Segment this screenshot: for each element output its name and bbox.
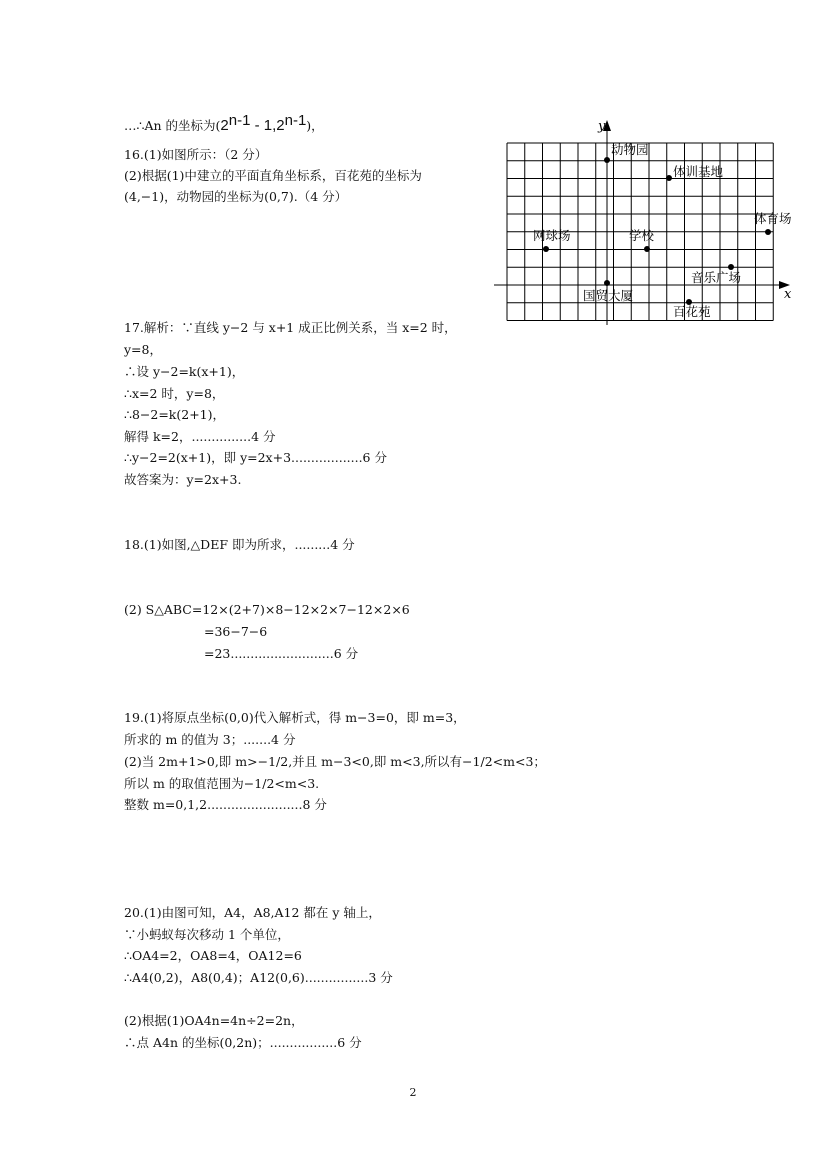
place-trade-center <box>583 280 634 303</box>
q19-line-5: 整数 m=0,1,2........................8 分 <box>124 797 327 812</box>
place-baihuayuan <box>673 299 711 319</box>
q19-line-4: 所以 m 的取值范围为−1/2<m<3. <box>124 776 320 791</box>
q20-line-1: 20.(1)由图可知，A4，A8,A12 都在 y 轴上， <box>124 905 381 920</box>
x-axis-label: x <box>784 287 792 302</box>
svg-text:学校: 学校 <box>629 228 655 243</box>
q17-line-1: 17.解析：∵直线 y−2 与 x+1 成正比例关系，当 x=2 时， <box>124 320 457 335</box>
an-coordinate-line: …∴An 的坐标为(2$^{n-1}$ - 1,2$^{n-1}$)， <box>124 112 324 135</box>
q20-line-4: ∴A4(0,2)，A8(0,4)；A12(0,6)................3 分 <box>124 970 393 985</box>
svg-text:百花苑: 百花苑 <box>673 304 711 319</box>
q19-line-3: (2)当 2m+1>0,即 m>−1/2,并且 m−3<0,即 m<3,所以有−1/2<m<3； <box>124 754 546 769</box>
q18-line-2: (2) S△ABC=12×(2+7)×8−12×2×7−12×2×6 <box>124 602 410 617</box>
svg-text:体育场: 体育场 <box>754 211 792 226</box>
q16-line-1: 16.(1)如图所示：（2 分） <box>124 147 268 162</box>
q17-line-7: ∴y−2=2(x+1)，即 y=2x+3..................6 分 <box>124 450 387 465</box>
q19-line-1: 19.(1)将原点坐标(0,0)代入解析式，得 m−3=0，即 m=3， <box>124 710 466 725</box>
place-training-base <box>666 164 724 181</box>
q17-line-4: ∴x=2 时，y=8， <box>124 386 225 401</box>
svg-text:体训基地: 体训基地 <box>673 164 724 179</box>
q20-line-3: ∴OA4=2，OA8=4，OA12=6 <box>124 948 302 963</box>
q17-line-2: y=8， <box>124 342 162 357</box>
q20-line-2: ∵小蚂蚁每次移动 1 个单位， <box>124 927 290 942</box>
place-school <box>629 228 655 252</box>
place-tennis-court <box>533 228 571 252</box>
q20-line-5: (2)根据(1)OA4n=4n÷2=2n， <box>124 1013 304 1028</box>
q16-line-2: (2)根据(1)中建立的平面直角坐标系，百花苑的坐标为 <box>124 168 422 183</box>
q17-line-6: 解得 k=2，...............4 分 <box>124 429 276 444</box>
coordinate-map-figure <box>492 112 802 327</box>
q16-line-3: (4,−1)，动物园的坐标为(0,7).（4 分） <box>124 189 348 204</box>
svg-text:音乐广场: 音乐广场 <box>691 270 742 285</box>
q19-line-2: 所求的 m 的值为 3；.......4 分 <box>124 732 296 747</box>
q17-line-8: 故答案为：y=2x+3. <box>124 472 242 487</box>
q20-line-6: ∴点 A4n 的坐标(0,2n)；.................6 分 <box>124 1035 362 1050</box>
place-zoo <box>604 142 649 163</box>
svg-text:国贸大厦: 国贸大厦 <box>583 288 634 303</box>
y-axis-label: y <box>598 119 606 134</box>
svg-text:网球场: 网球场 <box>533 228 571 243</box>
q18-line-4: =23..........................6 分 <box>204 646 359 661</box>
q17-line-5: ∴8−2=k(2+1)， <box>124 407 226 422</box>
q18-line-3: =36−7−6 <box>204 624 268 639</box>
q17-line-3: ∴设 y−2=k(x+1)， <box>124 364 245 379</box>
page-number: 2 <box>409 1086 417 1099</box>
q18-line-1: 18.(1)如图,△DEF 即为所求，.........4 分 <box>124 537 355 552</box>
svg-text:动物园: 动物园 <box>611 142 649 157</box>
